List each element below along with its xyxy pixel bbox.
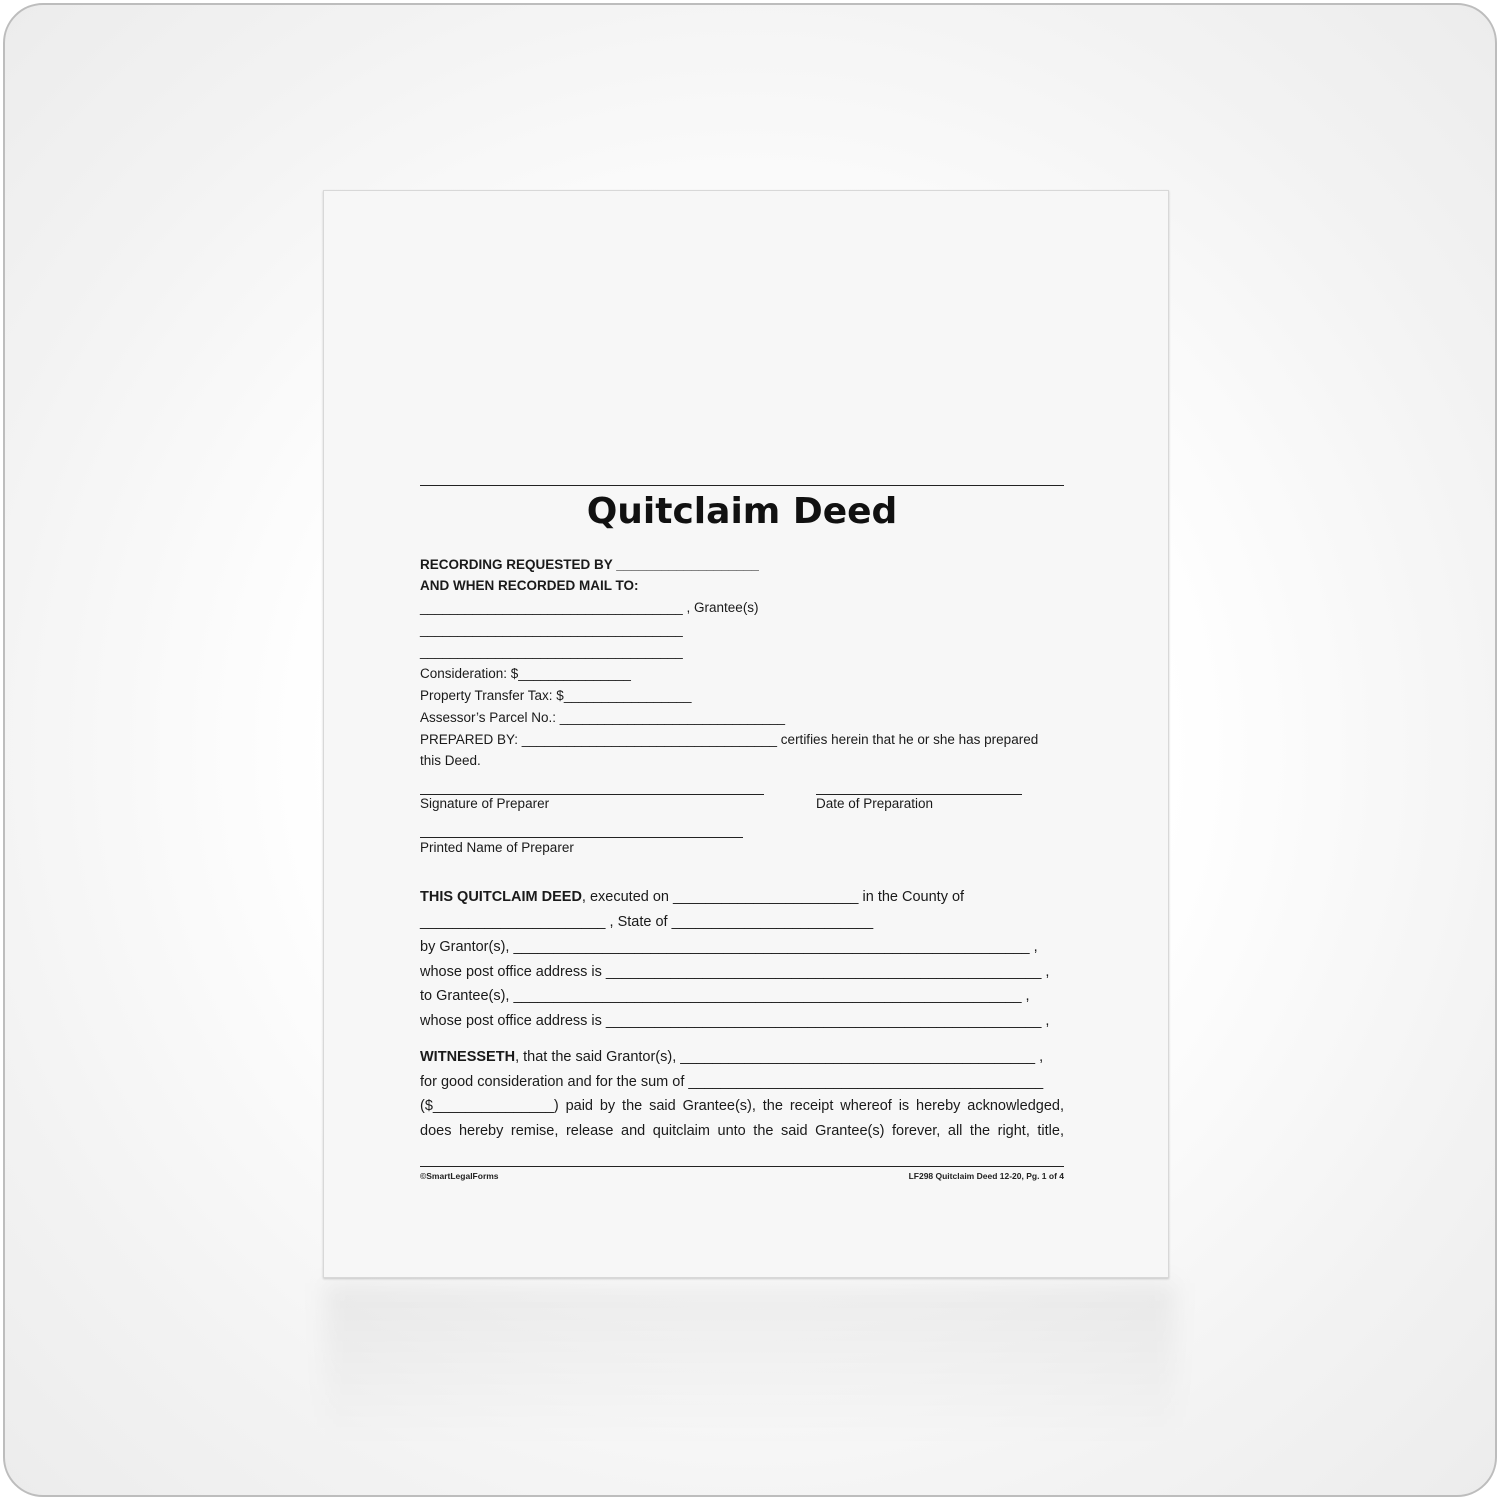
body-line-8: for good consideration and for the sum of ____________________________________________ [420,1074,1044,1090]
footer-form-id: LF298 Quitclaim Deed 12-20, Pg. 1 of 4 [908,1171,1064,1181]
footer-rule [420,1166,1064,1167]
footer-copyright: ©SmartLegalForms [420,1171,499,1181]
when-recorded-mail-to: AND WHEN RECORDED MAIL TO: [420,578,639,593]
prepared-by-continued: this Deed. [420,753,481,768]
consideration-field: Consideration: $_______________ [420,666,631,681]
body-line-1 [420,888,964,906]
deed-intro-bold: THIS QUITCLAIM DEED [420,889,582,905]
recording-requested-by: RECORDING REQUESTED BY ___________________ [420,557,759,572]
body-line-4: whose post office address is ______________________________________________________ , [420,964,1050,980]
assessors-parcel-field: Assessor’s Parcel No.: ______________________________ [420,710,786,725]
body-line-2: _______________________ , State of _________________________ [420,914,874,930]
body-line-5: to Grantee(s), _______________________________________________________________ , [420,988,1030,1004]
body-line-6: whose post office address is ______________________________________________________ , [420,1013,1050,1029]
date-of-preparation-label: Date of Preparation [816,796,934,811]
printed-name-of-preparer-label: Printed Name of Preparer [420,840,574,855]
signature-of-preparer-rule [420,794,764,795]
date-of-preparation-rule [816,794,1022,795]
body-line-10: does hereby remise, release and quitclaim unto the said Grantee(s) forever, all the right, title, [420,1123,1064,1139]
body-line-9: ($_______________) paid by the said Grantee(s), the receipt whereof is hereby acknowledged, [420,1098,1064,1114]
grantee-line: ___________________________________ , Grantee(s) [420,600,759,615]
address-blank-line-1: ___________________________________ [420,622,683,637]
address-blank-line-2: ___________________________________ [420,644,683,659]
paper-shadow [325,1283,1175,1443]
witnesseth-rest: , that the said Grantor(s), ____________________________________________ , [515,1049,1044,1065]
title-top-rule [420,485,1064,486]
body-line-3: by Grantor(s), ________________________________________________________________ , [420,939,1038,955]
witnesseth-bold: WITNESSETH [420,1049,516,1065]
signature-of-preparer-label: Signature of Preparer [420,796,550,811]
document-title: Quitclaim Deed [586,491,898,532]
deed-intro-rest: , executed on _______________________ in the County of [581,889,965,905]
body-line-7 [420,1048,1043,1066]
property-transfer-tax-field: Property Transfer Tax: $_________________ [420,688,692,703]
prepared-by-line: PREPARED BY: __________________________________ certifies herein that he or she has prepared [420,732,1039,747]
printed-name-rule [420,837,743,838]
